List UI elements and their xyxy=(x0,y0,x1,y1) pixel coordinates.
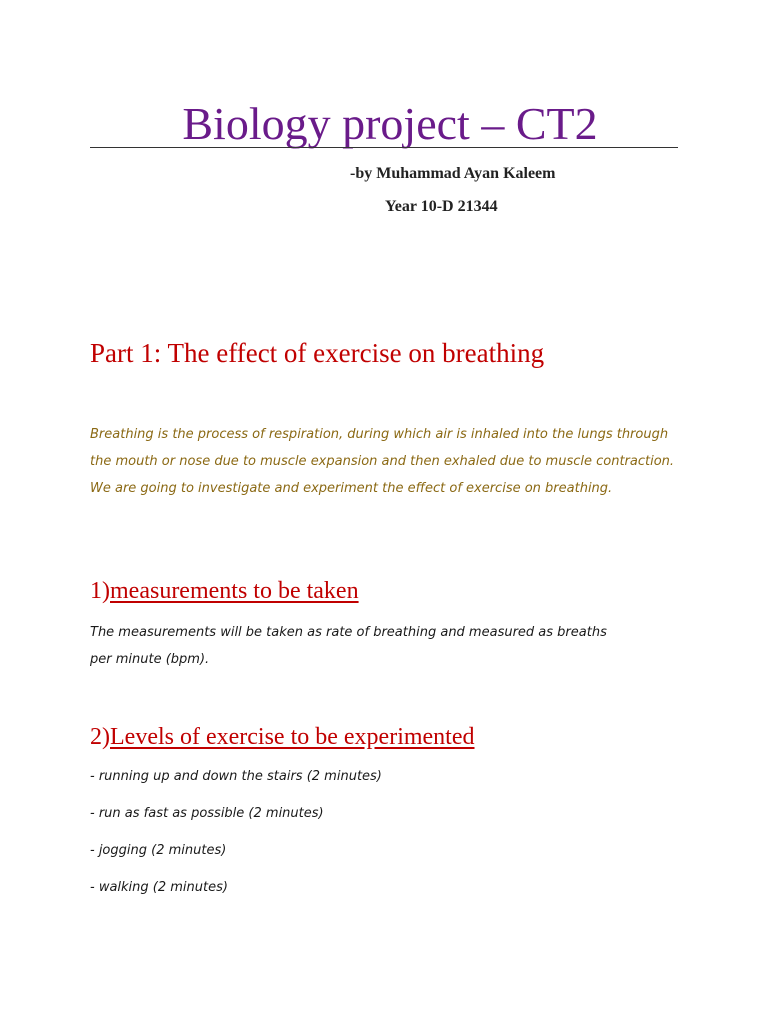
section2-number: 2) xyxy=(90,724,110,750)
section1-heading-text: measurements to be taken xyxy=(110,578,359,604)
part1-intro-paragraph: Breathing is the process of respiration, during which air is inhaled into the lungs through the mouth or nose due to muscle expansion and then exhaled due to muscle contraction. We are going to investigate and experiment the effect of exercise on breathing. xyxy=(90,427,675,496)
section1-heading xyxy=(90,578,359,605)
section1-paragraph: The measurements will be taken as rate of breathing and measured as breaths per minute (bpm). xyxy=(90,625,607,667)
document-title: Biology project – CT2 xyxy=(182,98,598,149)
class-year-line: Year 10-D 21344 xyxy=(385,198,498,215)
author-line: -by Muhammad Ayan Kaleem xyxy=(350,165,556,182)
list-item: - run as fast as possible (2 minutes) xyxy=(90,806,324,821)
list-item: - walking (2 minutes) xyxy=(90,880,228,895)
title-underline-rule xyxy=(90,147,678,148)
section1-number: 1) xyxy=(90,578,110,604)
exercise-levels-list xyxy=(90,766,382,914)
section2-heading xyxy=(90,724,475,751)
list-item: - jogging (2 minutes) xyxy=(90,843,227,858)
section2-heading-text: Levels of exercise to be experimented xyxy=(110,724,475,750)
list-item: - running up and down the stairs (2 minutes) xyxy=(90,769,382,784)
part1-heading: Part 1: The effect of exercise on breathing xyxy=(90,338,545,368)
